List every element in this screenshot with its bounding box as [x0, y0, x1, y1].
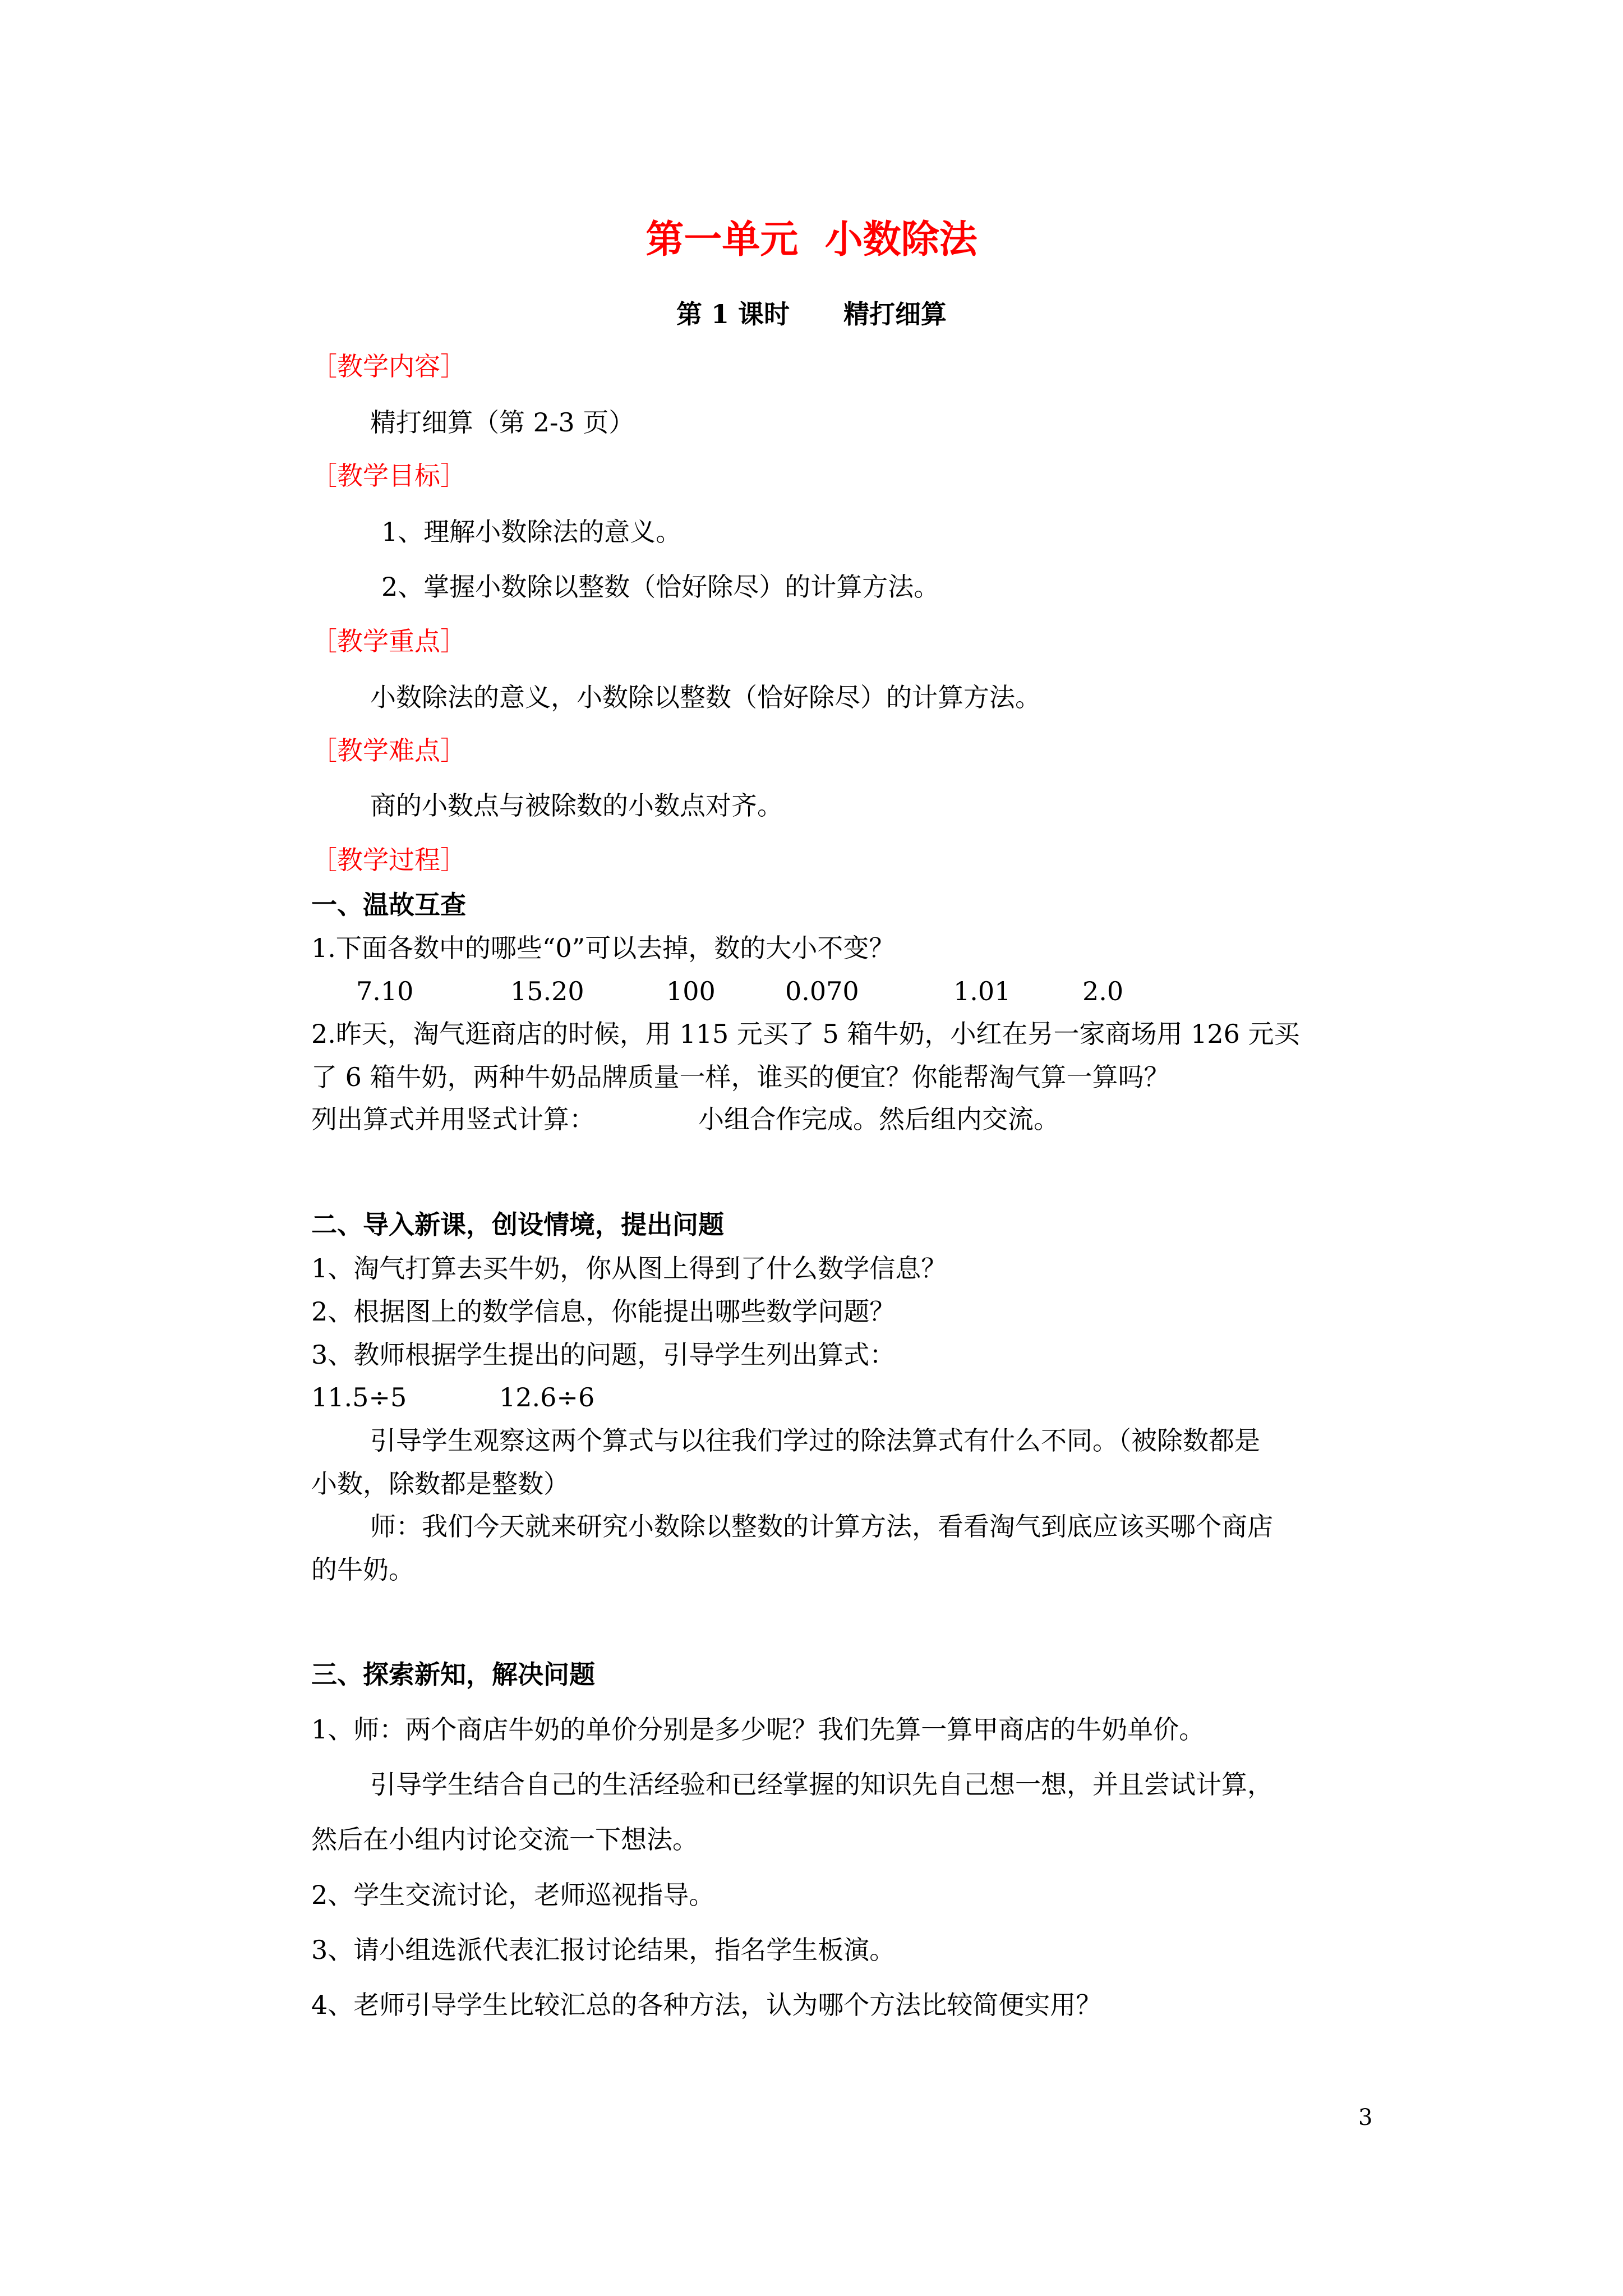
- section3-paragraph-line: 引导学生结合自己的生活经验和已经掌握的知识先自己想一想，并且尝试计算，: [370, 1769, 1273, 1800]
- number-item: 100: [666, 976, 716, 1006]
- section2-item: 1、淘气打算去买牛奶，你从图上得到了什么数学信息？: [311, 1253, 947, 1283]
- section3-item: 1、师：两个商店牛奶的单价分别是多少呢？我们先算一算甲商店的牛奶单价。: [311, 1714, 1205, 1745]
- number-item: 0.070: [785, 976, 859, 1006]
- label-process: ［教学过程］: [311, 845, 466, 875]
- section1-group-note: 小组合作完成。然后组内交流。: [698, 1104, 1059, 1134]
- key-text: 小数除法的意义，小数除以整数（恰好除尽）的计算方法。: [370, 682, 1041, 712]
- section3-item: 2、学生交流讨论，老师巡视指导。: [311, 1880, 715, 1910]
- expression: 12.6÷6: [499, 1382, 595, 1412]
- number-item: 2.0: [1082, 976, 1124, 1006]
- label-key: ［教学重点］: [311, 626, 466, 656]
- section2-paragraph-line: 小数，除数都是整数）: [311, 1469, 569, 1499]
- number-item: 15.20: [510, 976, 584, 1006]
- section2-paragraph-line: 的牛奶。: [311, 1554, 414, 1585]
- label-goals: ［教学目标］: [311, 461, 466, 491]
- label-difficult: ［教学难点］: [311, 735, 466, 766]
- section2-heading: 二、导入新课，创设情境，提出问题: [311, 1209, 724, 1240]
- number-item: 7.10: [356, 976, 414, 1006]
- section2-paragraph-line: 师：我们今天就来研究小数除以整数的计算方法，看看淘气到底应该买哪个商店: [370, 1511, 1273, 1542]
- section1-instruction: 列出算式并用竖式计算：: [311, 1104, 595, 1134]
- lesson-subtitle: 第 1 课时 精打细算: [676, 299, 947, 329]
- page-title: 第一单元 小数除法: [645, 217, 978, 262]
- number-list: [0, 978, 1623, 1006]
- label-content: ［教学内容］: [311, 351, 466, 381]
- section3-item: 4、老师引导学生比较汇总的各种方法，认为哪个方法比较简便实用？: [311, 1990, 1102, 2020]
- page-number: 3: [1358, 2105, 1373, 2131]
- section2-paragraph-line: 引导学生观察这两个算式与以往我们学过的除法算式有什么不同。（被除数都是: [370, 1425, 1260, 1456]
- section1-question2-line: 2.昨天，淘气逛商店的时候，用 115 元买了 5 箱牛奶，小红在另一家商场用 126 元买: [311, 1019, 1300, 1049]
- content-text: 精打细算（第 2-3 页）: [370, 407, 635, 438]
- section1-heading: 一、温故互查: [311, 890, 466, 920]
- section3-item: 3、请小组选派代表汇报讨论结果，指名学生板演。: [311, 1935, 896, 1965]
- goal-item: 2、掌握小数除以整数（恰好除尽）的计算方法。: [381, 572, 940, 602]
- section2-item: 2、根据图上的数学信息，你能提出哪些数学问题？: [311, 1296, 896, 1327]
- section2-item: 3、教师根据学生提出的问题，引导学生列出算式：: [311, 1340, 896, 1370]
- number-item: 1.01: [953, 976, 1011, 1006]
- section3-heading: 三、探索新知，解决问题: [311, 1659, 595, 1690]
- difficult-text: 商的小数点与被除数的小数点对齐。: [370, 790, 783, 821]
- section1-question1: 1.下面各数中的哪些“0”可以去掉，数的大小不变？: [311, 933, 895, 963]
- section3-paragraph-line: 然后在小组内讨论交流一下想法。: [311, 1824, 698, 1855]
- goal-item: 1、理解小数除法的意义。: [381, 517, 682, 547]
- expression: 11.5÷5: [311, 1382, 407, 1412]
- section1-question2-line: 了 6 箱牛奶，两种牛奶品牌质量一样，谁买的便宜？你能帮淘气算一算吗？: [311, 1062, 1170, 1092]
